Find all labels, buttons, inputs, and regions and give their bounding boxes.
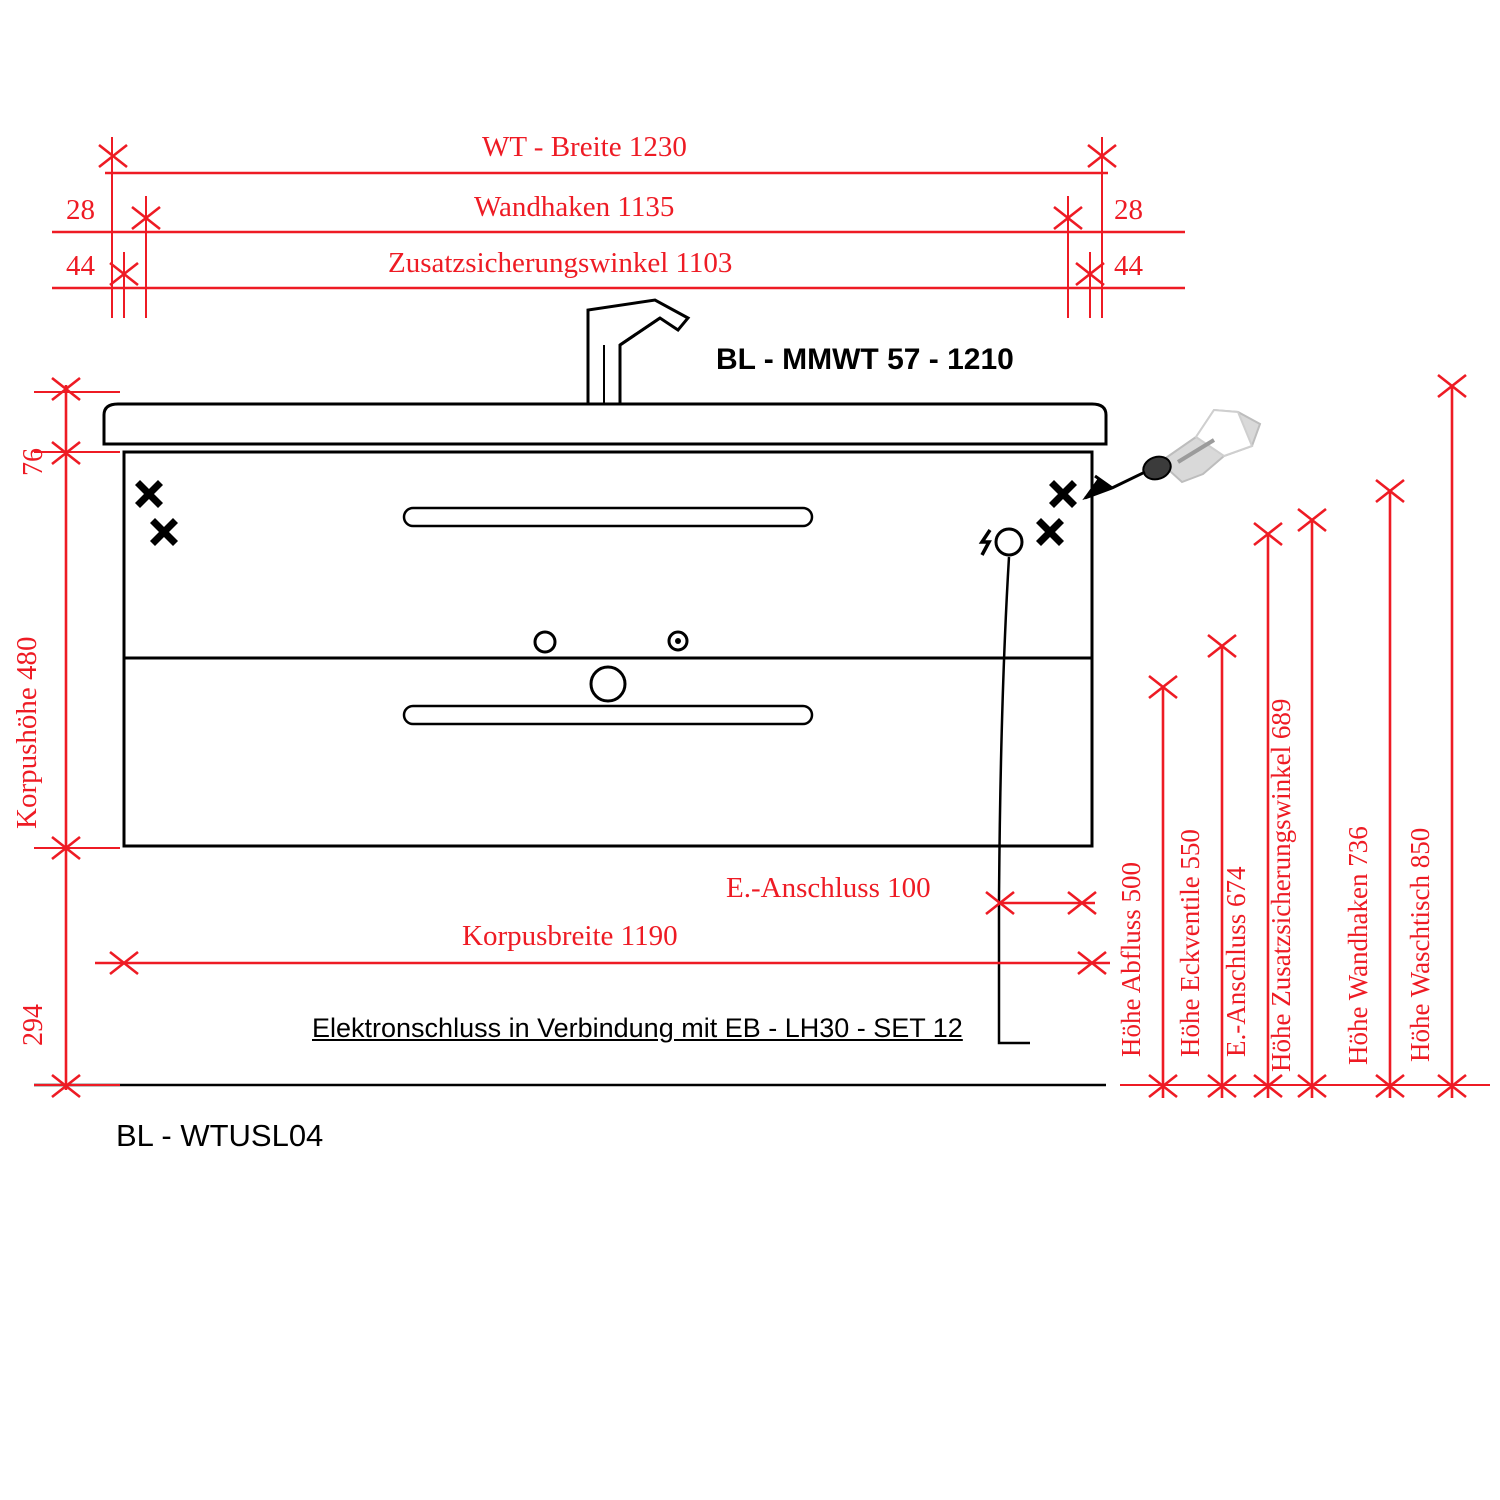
dim-label-top-76: 76 — [18, 448, 49, 476]
dim-label-zusatz-right-offset: 44 — [1114, 250, 1143, 282]
dim-label-e-anschluss-100: E.-Anschluss 100 — [726, 872, 931, 904]
dim-label-wandhaken-left-offset: 28 — [66, 194, 95, 226]
dim-label-wt-breite: WT - Breite 1230 — [482, 131, 687, 163]
dim-label-wandhaken-right-offset: 28 — [1114, 194, 1143, 226]
dim-label-hoehe-eckventile: Höhe Eckventile 550 — [1175, 829, 1205, 1057]
label-cabinet-model: BL - WTUSL04 — [116, 1118, 324, 1153]
dim-label-hoehe-zusatz: Höhe Zusatzsicherungswinkel 689 — [1266, 698, 1296, 1072]
dim-label-hoehe-abfluss: Höhe Abfluss 500 — [1116, 862, 1146, 1057]
dim-label-korpusbreite: Korpusbreite 1190 — [462, 920, 678, 952]
dim-label-zusatzsicherungswinkel: Zusatzsicherungswinkel 1103 — [388, 247, 733, 279]
label-basin-model: BL - MMWT 57 - 1210 — [716, 343, 1014, 376]
dim-label-hoehe-waschtisch: Höhe Waschtisch 850 — [1405, 827, 1435, 1062]
dim-label-bottom-294: 294 — [18, 1004, 49, 1046]
dim-label-zusatz-left-offset: 44 — [66, 250, 95, 282]
dim-label-e-anschluss-674: E.-Anschluss 674 — [1221, 866, 1251, 1057]
label-electro-note: Elektronschluss in Verbindung mit EB - LH30 - SET 12 — [312, 1013, 963, 1043]
dim-label-korpushoehe: Korpushöhe 480 — [11, 636, 43, 829]
dim-label-wandhaken: Wandhaken 1135 — [474, 191, 675, 223]
dim-label-hoehe-wandhaken: Höhe Wandhaken 736 — [1343, 826, 1373, 1065]
